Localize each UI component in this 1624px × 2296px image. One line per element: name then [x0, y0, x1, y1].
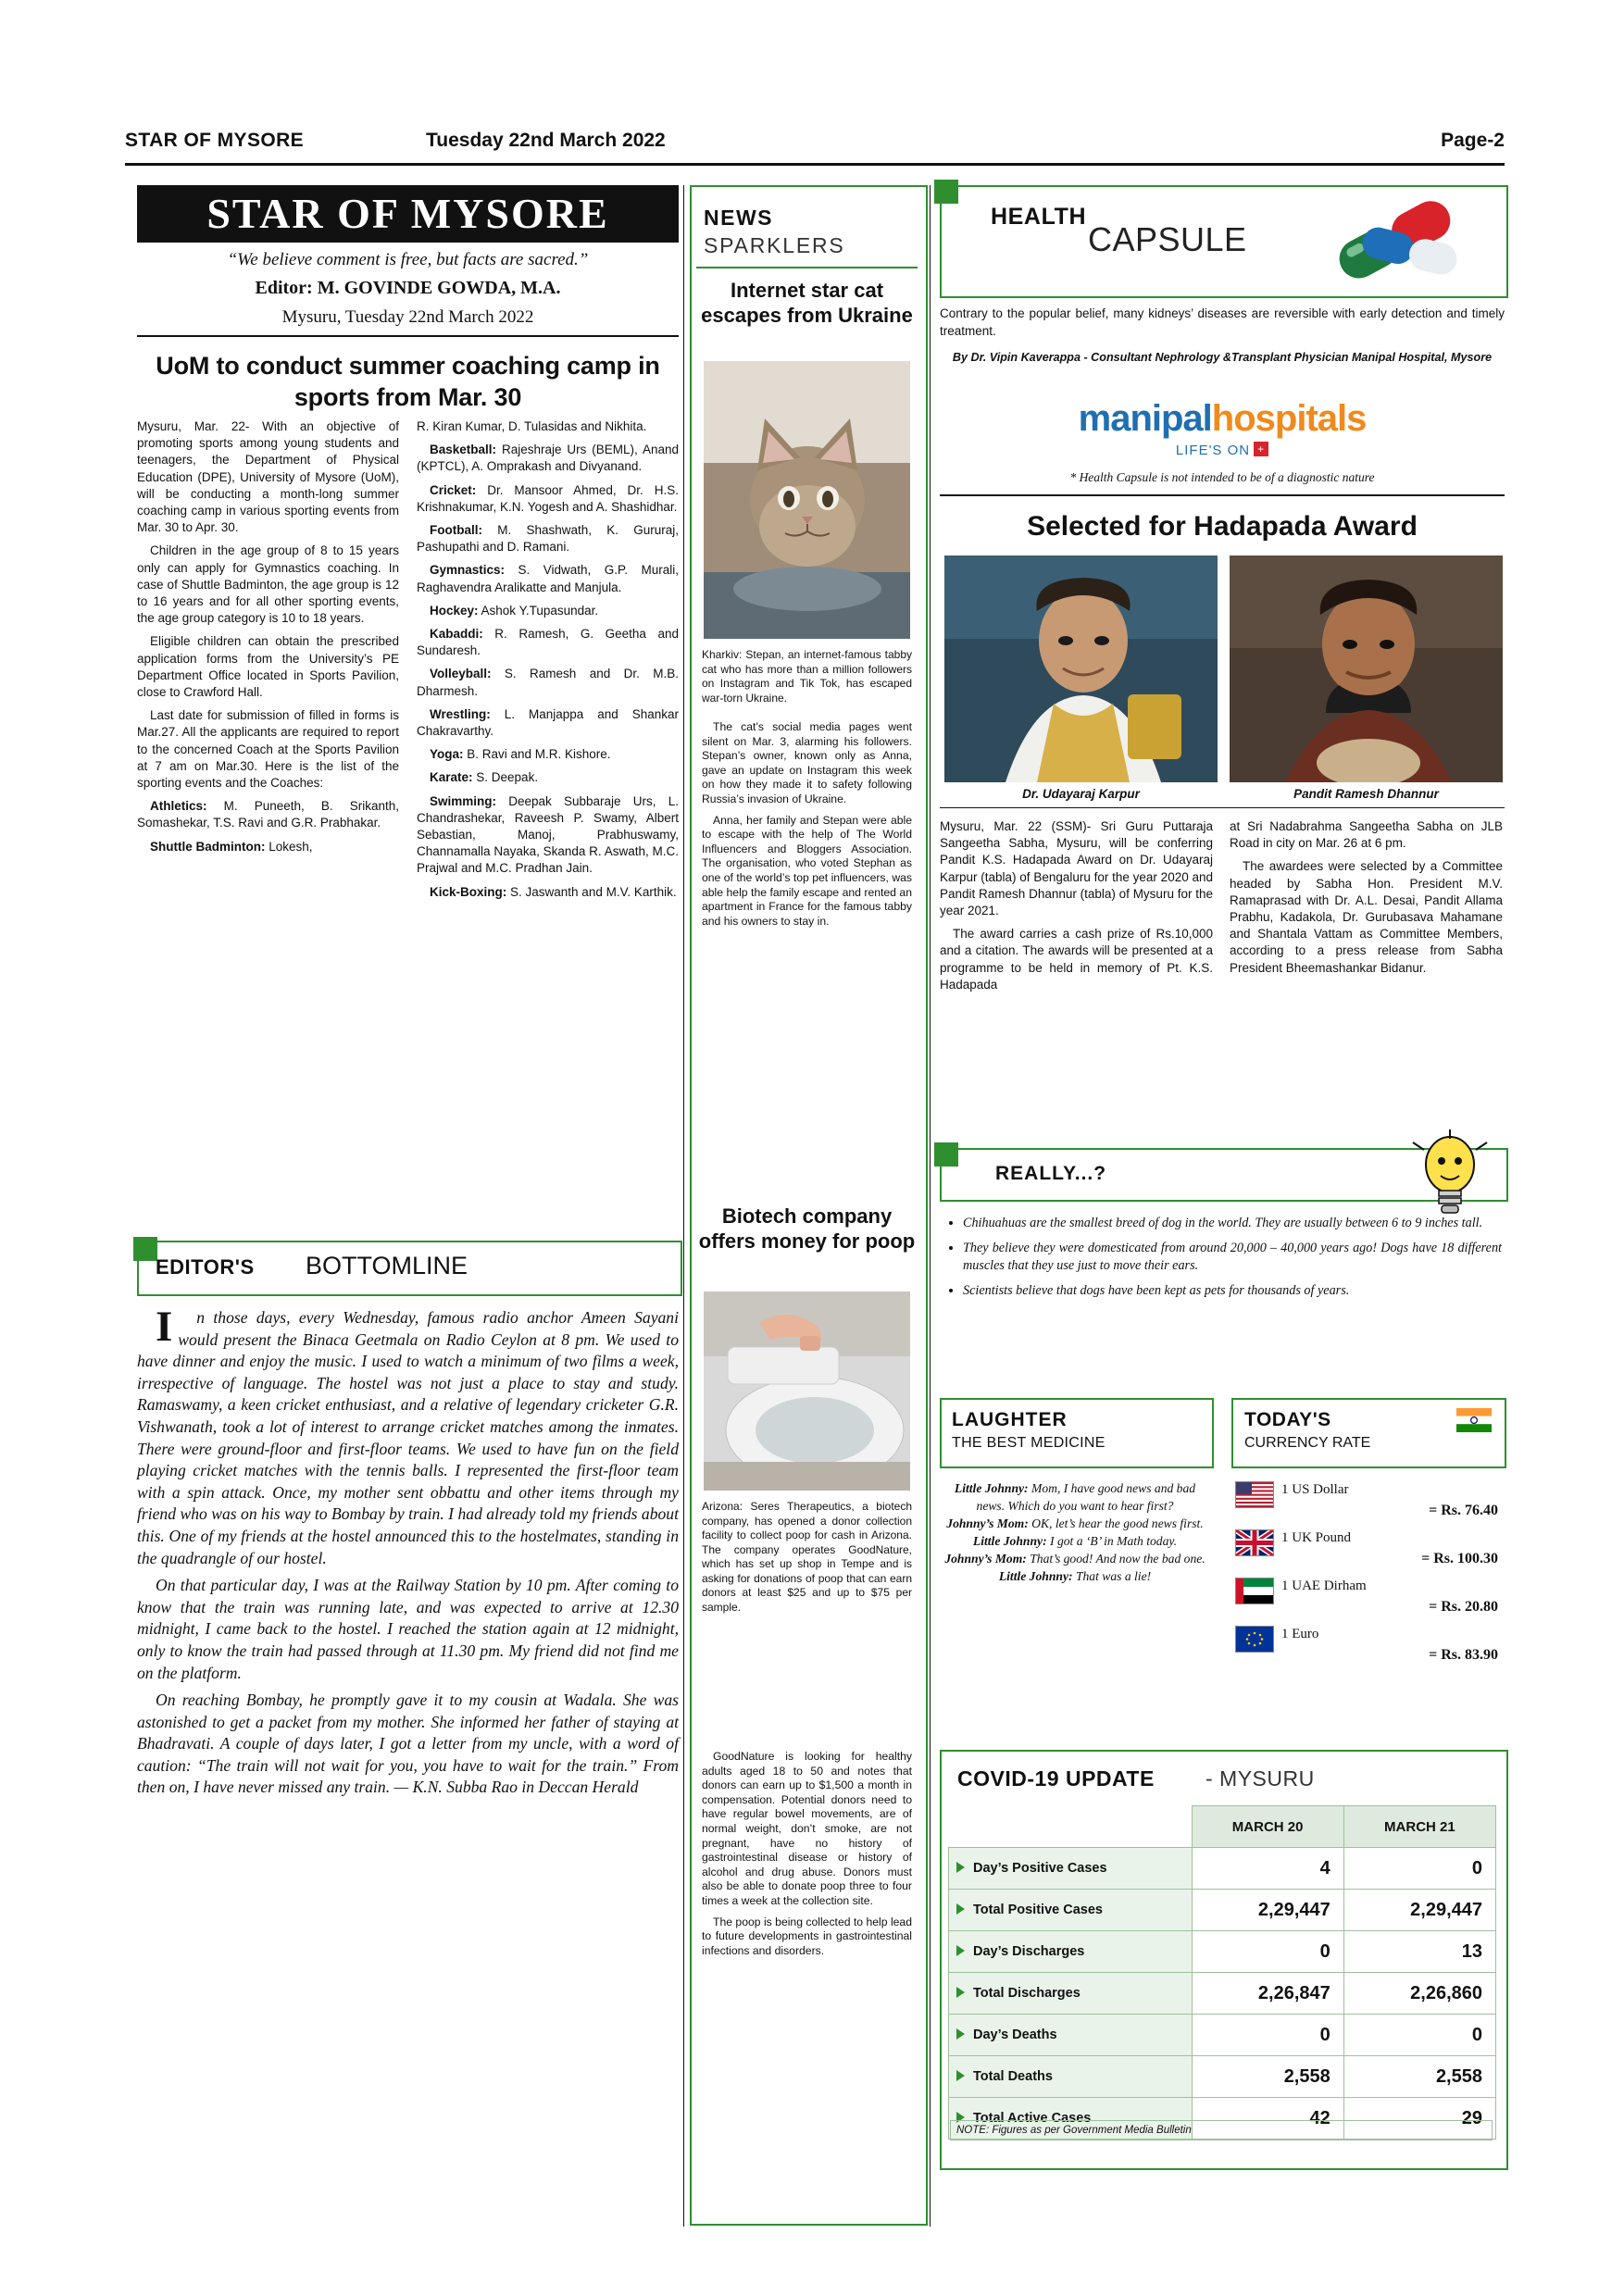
laughter-speaker: Little Johnny: [954, 1481, 1029, 1495]
laughter-text: OK, let’s hear the good news first. [1031, 1516, 1204, 1530]
table-row [949, 1973, 1496, 2015]
laughter-speaker: Johnny’s Mom: [946, 1516, 1029, 1530]
sparkler-2-caption: Arizona: Seres Therapeutics, a biotech company, has opened a donor collection facility to collect poop for cash in Arizona. The company operates GoodNature, which has set up shop in Tempe and is asking for donations of poop that can earn donors at least $25 and up to $75 per sample. [702, 1500, 912, 1614]
paragraph: Karate: S. Deepak. [430, 770, 539, 785]
paragraph: Swimming: Deepak Subbaraje Urs, L. Chandrashekar, Raveesh P. Swamy, Albert Sebastian, Manoj, Prabhuswamy, Channamalla Nayaka, Skanda R. Aswath, M.C. Prajwal and M.C. Pradhan Jain. [417, 793, 679, 876]
paragraph: Volleyball: S. Ramesh and Dr. M.B. Dharmesh. [417, 667, 679, 698]
corner-tag-icon [934, 180, 958, 204]
laughter-text: That was a lie! [1075, 1569, 1152, 1583]
really-item: • They believe they were domesticated from around 20,000 – 40,000 years ago! Dogs have 18 different muscles that they use just to move their ears. [963, 1240, 1502, 1276]
portrait-caption-right: Pandit Ramesh Dhannur [1293, 787, 1439, 801]
paragraph: Eligible children can obtain the prescribed application forms from the University’s PE Department Office located in Sports Pavilion, close to Crawford Hall. [137, 634, 399, 700]
health-capsule-byline: By Dr. Vipin Kaverappa - Consultant Nephrology &Transplant Physician Manipal Hospital, Mysore [952, 351, 1493, 364]
medical-cross-icon: + [1254, 442, 1268, 456]
news-sparklers-title-a: NEWS [704, 206, 773, 230]
table-row [949, 1890, 1496, 1931]
covid-title-b: - MYSURU [1206, 1766, 1315, 1791]
cat-photo [704, 361, 910, 639]
sparkler-2-body [702, 1750, 912, 1965]
currency-row [1235, 1528, 1504, 1576]
covid-row-v2: 2,26,860 [1343, 1973, 1495, 2015]
news-sparklers-rule [696, 267, 918, 268]
editors-para-3: On reaching Bombay, he promptly gave it to my cousin at Wadala. She was astonished to get a packet from my mother. She informed her father of staying at Bhadravati. A couple of days later, I got a letter from my uncle, with a word of caution: “The train will not wait for you, you have to wait for the train.” From then on, I have never missed any train. — K.N. Subba Rao in Deccan Herald [137, 1691, 679, 1797]
table-header-row [949, 1806, 1496, 1848]
paragraph: Kabaddi: R. Ramesh, G. Geetha and Sundaresh. [417, 627, 679, 658]
paragraph: The awardees were selected by a Committee headed by Sabha Hon. President M.V. Ramaprasad with Dr. A.L. Desai, Pandit Allama Prabhu, Kadakola, Dr. Gurubasava Mahamane and Shantala Vattam as Committee Members, according to a press release from Sabha President Bheemashankar Bidanur. [1230, 859, 1503, 975]
currency-row [1235, 1576, 1504, 1624]
covid-row-label: Total Active Cases [949, 2098, 1193, 2140]
hadapada-headline: Selected for Hadapada Award [1027, 511, 1418, 542]
hadapada-column-1 [940, 818, 1213, 1000]
paragraph: Children in the age group of 8 to 15 years only can apply for Gymnastics coaching. In case of Shuttle Badminton, the age group is 12 to 16 years and for all other sporting events, the age group category is 10 to 18 years. [137, 543, 399, 626]
currency-name: 1 Euro [1281, 1627, 1319, 1641]
currency-value: = Rs. 83.90 [1429, 1647, 1498, 1663]
really-title: REALLY...? [995, 1163, 1107, 1184]
currency-title-a: TODAY'S [1244, 1409, 1331, 1430]
covid-table [948, 1805, 1496, 2140]
paragraph: R. Kiran Kumar, D. Tulasidas and Nikhita. [417, 419, 647, 433]
uk-flag-icon [1235, 1529, 1274, 1556]
column-divider-2 [930, 185, 931, 2227]
covid-row-label: Total Positive Cases [949, 1890, 1193, 1931]
laughter-speaker: Johnny’s Mom: [944, 1552, 1027, 1566]
corner-tag-icon [133, 1237, 157, 1261]
header-divider [125, 163, 1505, 166]
currency-title-b: CURRENCY RATE [1244, 1435, 1371, 1451]
laughter-body [943, 1479, 1207, 1585]
hadapada-rule [940, 807, 1505, 808]
issue-date: Tuesday 22nd March 2022 [426, 130, 666, 151]
health-capsule-text: Contrary to the popular belief, many kidneys’ diseases are reversible with early detection and timely treatment. [940, 306, 1505, 338]
editors-bottomline-title-a: EDITOR'S [156, 1255, 255, 1279]
uae-flag-icon [1235, 1578, 1274, 1604]
paragraph: Hockey: Ashok Y.Tupasundar. [430, 603, 599, 618]
covid-row-label: Day’s Discharges [949, 1931, 1193, 1973]
covid-row-v2: 13 [1343, 1931, 1495, 1973]
lead-story-column-1 [137, 418, 399, 862]
covid-row-v1: 42 [1192, 2098, 1343, 2140]
covid-row-v2: 2,558 [1343, 2056, 1495, 2098]
corner-tag-icon [934, 1142, 958, 1167]
eu-flag-icon [1235, 1626, 1274, 1653]
covid-row-v2: 0 [1343, 1848, 1495, 1890]
table-row [949, 1931, 1496, 1973]
masthead-editor: Editor: M. GOVINDE GOWDA, M.A. [255, 278, 561, 298]
brand-name-a: manipal [1078, 398, 1212, 439]
publication-name: STAR OF MYSORE [125, 130, 305, 151]
laughter-text: I got a ‘B’ in Math today. [1050, 1534, 1178, 1548]
paragraph: Yoga: B. Ravi and M.R. Kishore. [430, 747, 611, 762]
health-capsule-title-b: CAPSULE [1088, 220, 1247, 258]
news-sparklers-title-b: SPARKLERS [704, 233, 845, 257]
laughter-speaker: Little Johnny: [998, 1569, 1073, 1583]
portrait-photo-left [944, 555, 1218, 782]
really-list [946, 1215, 1502, 1306]
sparkler-2-para-2: The poop is being collected to help lead to future developments in gastrointestinal infections and disorders. [702, 1915, 912, 1957]
covid-title-a: COVID-19 UPDATE [957, 1766, 1155, 1791]
paragraph: The award carries a cash prize of Rs.10,000 and a citation. The awards will be presented at a programme to be held in memory of Pt. K.S. Hadapada [940, 927, 1213, 992]
laughter-text: That’s good! And now the bad one. [1030, 1552, 1206, 1566]
hadapada-column-2 [1230, 818, 1503, 983]
covid-col-1: MARCH 20 [1192, 1806, 1343, 1848]
paragraph: Kick-Boxing: S. Jaswanth and M.V. Karthik. [430, 884, 677, 899]
sparkler-1-headline: Internet star cat escapes from Ukraine [701, 279, 913, 327]
currency-row [1235, 1624, 1504, 1672]
currency-name: 1 UK Pound [1281, 1530, 1352, 1545]
sparkler-2-para-1: GoodNature is looking for healthy adults aged 18 to 50 and notes that donors can earn up to $1,500 a month in compensation. Potential donors need to have regular bowel movements, are of normal weight, don’t smoke, are not pregnant, have no history of gastrointestinal disease or history of alcohol and drug abuse. Donors must also be able to donate poop three to four times a week at the collection site. [702, 1750, 912, 1907]
currency-value: = Rs. 76.40 [1429, 1503, 1498, 1518]
covid-row-v1: 4 [1192, 1848, 1343, 1890]
sparkler-1-para-1: The cat’s social media pages went silent on Mar. 3, alarming his followers. Stepan’s owner, known only as Anna, gave an update on Instagram this week on how they made it to safety following Russia’s invasion of Ukraine. [702, 720, 912, 805]
paragraph: Athletics: M. Puneeth, B. Srikanth, Somashekar, T.S. Ravi and G.R. Prabhakar. [137, 799, 399, 830]
sparkler-1-caption: Kharkiv: Stepan, an internet-famous tabby cat who has more than a million followers on Instagram and Tik Tok, has escaped war-torn Ukraine. [702, 648, 912, 705]
masthead-tagline: “We believe comment is free, but facts are sacred.” [227, 250, 589, 269]
masthead-rule [137, 335, 679, 337]
currency-value: = Rs. 100.30 [1421, 1551, 1498, 1566]
currency-name: 1 US Dollar [1281, 1482, 1349, 1497]
covid-row-v1: 2,558 [1192, 2056, 1343, 2098]
editors-bottomline-title-b: BOTTOMLINE [306, 1252, 468, 1279]
table-row [949, 2056, 1496, 2098]
health-section-rule [940, 494, 1505, 496]
page-number: Page-2 [1441, 130, 1505, 151]
editors-para-1: n those days, every Wednesday, famous radio anchor Ameen Sayani would present the Binaca Geetmala on Radio Ceylon at 8 pm. We used to have dinner and enjoy the music. I used to watch a minimum of two films a week, irrespective of language. The hostel was not just a place to stay and study. Ramaswamy, a keen cricket enthusiast, and a relative of legendary cricketer G.R. Vishwanath, took a lot of interest to arrange cricket matches among the inmates. There were ground-floor and first-floor teams. We used to have fun on the field playing cricket matches with the tennis balls. I represented the first-floor team with a spin attack. Once, my mother sent obbattu and other items through my friend who was on his way to Bombay by train. I had already told my friends about this. One of my friends at the hostel announced this to the hostelmates, standing in the quadrangle of our hostel. [137, 1308, 679, 1567]
column-divider-1 [683, 185, 684, 2227]
pill-capsule-icon [1319, 196, 1486, 284]
lead-story-column-2 [417, 418, 679, 907]
page-header [125, 130, 1505, 167]
covid-note: NOTE: Figures as per Government Media Bulletin [950, 2120, 1493, 2140]
paragraph: Mysuru, Mar. 22 (SSM)- Sri Guru Puttaraja Sangeetha Sabha, Mysuru, will be conferring Pandit K.S. Hadapada Award on Dr. Udayaraj Karpur (tabla) of Bengaluru for the year 2020 and Pandit Ramesh Dhannur (tabla) of Mysuru for the year 2021. [940, 819, 1213, 918]
health-capsule-disclaimer: * Health Capsule is not intended to be of a diagnostic nature [1069, 470, 1375, 484]
covid-row-label: Day’s Positive Cases [949, 1848, 1193, 1890]
paragraph: Cricket: Dr. Mansoor Ahmed, Dr. H.S. Krishnakumar, K.N. Yogesh and A. Shashidhar. [417, 482, 679, 514]
really-item: • Chihuahuas are the smallest breed of dog in the world. They are usually between 6 to 9 inches tall. [963, 1215, 1502, 1233]
laughter-speaker: Little Johnny: [972, 1534, 1047, 1548]
us-flag-icon [1235, 1481, 1274, 1508]
portrait-caption-left: Dr. Udayaraj Karpur [1022, 787, 1140, 801]
currency-value: = Rs. 20.80 [1429, 1599, 1498, 1615]
laughter-text: Mom, I have good news and bad news. Which do you want to hear first? [976, 1481, 1196, 1513]
brand-tagline: LIFE'S ON [1175, 443, 1251, 458]
laughter-title-b: THE BEST MEDICINE [952, 1435, 1106, 1451]
covid-row-v1: 0 [1192, 2015, 1343, 2056]
covid-row-v1: 2,26,847 [1192, 1973, 1343, 2015]
masthead-title: STAR OF MYSORE [206, 190, 609, 237]
paragraph: Shuttle Badminton: Lokesh, [150, 839, 313, 854]
paragraph: Gymnastics: S. Vidwath, G.P. Murali, Raghavendra Aralikatte and Manjula. [417, 563, 679, 594]
covid-row-label: Total Discharges [949, 1973, 1193, 2015]
covid-row-v2: 29 [1343, 2098, 1495, 2140]
masthead-banner [137, 185, 679, 243]
covid-col-2: MARCH 21 [1343, 1806, 1495, 1848]
really-item: • Scientists believe that dogs have been kept as pets for thousands of years. [963, 1282, 1502, 1301]
sparkler-1-para-2: Anna, her family and Stepan were able to escape with the help of The World Influencers and Bloggers Association. The organisation, who voted Stephan as one of the world’s top pet influencers, was able help the family escape and rented an apartment in France for the famous tabby and his owners to stay in. [702, 813, 912, 928]
currency-rows [1235, 1479, 1504, 1672]
paragraph: Mysuru, Mar. 22- With an objective of promoting sports among young students and teenagers, the Department of Physical Education (DPE), University of Mysore (UoM), will be conducting a month-long summer coaching camp in various sporting events from Mar. 30 to Apr. 30. [137, 419, 399, 535]
india-flag-icon [1456, 1408, 1492, 1432]
paragraph: Last date for submission of filled in forms is Mar.27. All the applicants are required to report to the concerned Coach at the Sports Pavilion at 7 am on Mar.30. Here is the list of the sporting events and the Coaches: [137, 708, 399, 791]
currency-name: 1 UAE Dirham [1281, 1578, 1367, 1593]
sparkler-2-headline: Biotech company offers money for poop [698, 1204, 916, 1253]
lightbulb-icon [1407, 1128, 1493, 1217]
currency-row [1235, 1479, 1504, 1528]
paragraph: Football: M. Shashwath, K. Gururaj, Pashupathi and D. Ramani. [417, 523, 679, 555]
paragraph: at Sri Nadabrahma Sangeetha Sabha on JLB Road in city on Mar. 26 at 6 pm. [1230, 819, 1503, 851]
paragraph: Basketball: Rajeshraje Urs (BEML), Anand (KPTCL), A. Omprakash and Divyanand. [417, 443, 679, 474]
covid-row-v1: 2,29,447 [1192, 1890, 1343, 1931]
lead-story-headline: UoM to conduct summer coaching camp in sports from Mar. 30 [156, 352, 660, 411]
brand-name-b: hospitals [1211, 398, 1367, 439]
editors-para-2: On that particular day, I was at the Railway Station by 10 pm. After coming to know that the train was running late, and was expected to arrive at 12.30 midnight, I came back to the hostel. I reached the station again at 12 midnight, only to know the train had passed through at 11.30 pm. My friend did not find me on the platform. [137, 1576, 679, 1682]
manipal-hospitals-logo [940, 398, 1505, 458]
laughter-title-a: LAUGHTER [952, 1409, 1068, 1430]
toilet-photo [704, 1292, 910, 1491]
drop-cap: I [156, 1303, 173, 1351]
sparkler-1-body [702, 720, 912, 935]
editors-bottomline-body [137, 1303, 679, 1804]
covid-row-v1: 0 [1192, 1931, 1343, 1973]
covid-row-label: Total Deaths [949, 2056, 1193, 2098]
table-row [949, 2015, 1496, 2056]
covid-col-0 [949, 1806, 1193, 1848]
portrait-photo-right [1230, 555, 1503, 782]
covid-row-v2: 2,29,447 [1343, 1890, 1495, 1931]
table-row [949, 1848, 1496, 1890]
health-capsule-title-a: HEALTH [991, 204, 1087, 230]
covid-row-label: Day’s Deaths [949, 2015, 1193, 2056]
covid-row-v2: 0 [1343, 2015, 1495, 2056]
paragraph: Wrestling: L. Manjappa and Shankar Chakravarthy. [417, 706, 679, 739]
masthead-place-date: Mysuru, Tuesday 22nd March 2022 [281, 307, 534, 327]
